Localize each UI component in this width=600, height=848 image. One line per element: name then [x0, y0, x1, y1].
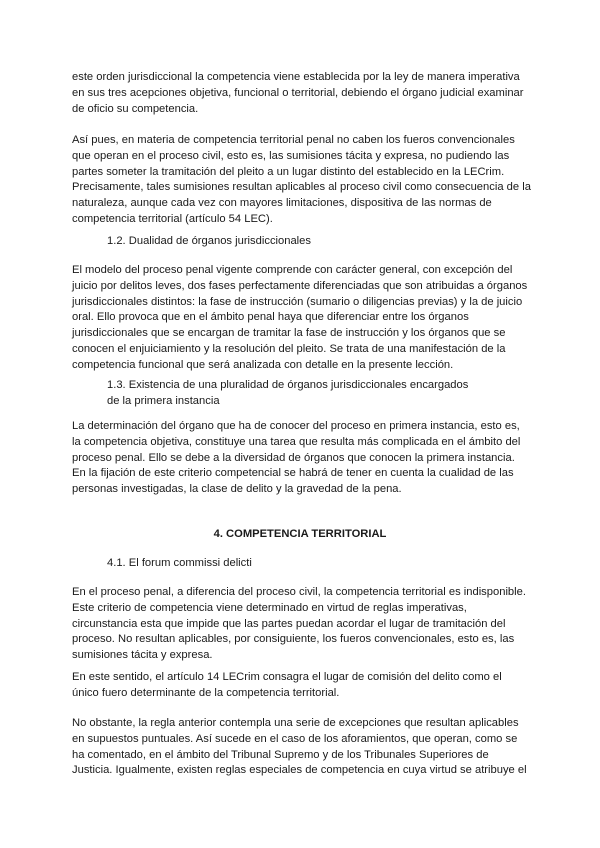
text-line: competencia funcional que será analizada con detalle en la presente lección.	[72, 358, 454, 371]
text-line: Este criterio de competencia viene determinado en virtud de reglas imperativas,	[72, 601, 467, 614]
text-line: partes someter la tramitación del pleito a un lugar distinto del establecido en la LECrim.	[72, 165, 505, 178]
text-line: proceso. No resultan aplicables, por consiguiente, los fueros convencionales, esto es, las	[72, 633, 515, 646]
text-line: conocen el enjuiciamiento y la resolución del pleito. Se trata de una manifestación de la	[72, 342, 506, 355]
paragraph-competencia-indisponible	[72, 585, 532, 664]
text-line: jurisdiccionales distintos: la fase de instrucción (sumario o diligencias previas) y la de juicio	[72, 295, 523, 308]
heading-4-1: 4.1. El forum commissi delicti	[107, 557, 252, 569]
text-line: en sus tres acepciones objetiva, funcional o territorial, debiendo el órgano judicial examinar	[72, 86, 524, 99]
heading-1-2: 1.2. Dualidad de órganos jurisdiccionales	[107, 235, 311, 247]
text-line: oral. Ello provoca que en el ámbito penal haya que diferenciar entre los órganos	[72, 311, 469, 324]
text-line: la competencia objetiva, constituye una tarea que resulta más complicada en el ámbito del	[72, 435, 521, 448]
text-line: 1.3. Existencia de una pluralidad de órganos jurisdiccionales encargados	[107, 379, 469, 391]
paragraph-jurisdiccion-oficio	[72, 70, 532, 117]
paragraph-excepciones	[72, 716, 532, 779]
text-line: sumisiones tácita y expresa.	[72, 649, 213, 662]
text-line: Precisamente, tales sumisiones resultan aplicables al proceso civil como consecuencia de la	[72, 181, 531, 194]
paragraph-articulo-14	[72, 670, 532, 702]
text-line: circunstancia esta que impide que las partes puedan acordar el lugar de tramitación del	[72, 617, 506, 630]
paragraph-modelo-proceso-penal	[72, 263, 532, 374]
text-line: que operan en el proceso civil, esto es, las sumisiones tácita y expresa, no pudiendo las	[72, 149, 510, 162]
text-line: personas investigadas, la clase de delito y la gravedad de la pena.	[72, 483, 402, 496]
text-line: En este sentido, el artículo 14 LECrim consagra el lugar de comisión del delito como el	[72, 671, 502, 683]
text-line: ha comentado, en el ámbito del Tribunal Supremo y de los Tribunales Superiores de	[72, 748, 489, 761]
section-title-competencia-territorial: 4. COMPETENCIA TERRITORIAL	[213, 528, 387, 540]
text-line: proceso penal. Ello se debe a la diversidad de órganos que conocen la primera instancia.	[72, 451, 515, 464]
text-line: El modelo del proceso penal vigente comprende con carácter general, con excepción del	[72, 264, 513, 276]
paragraph-fueros-convencionales	[72, 133, 532, 228]
text-line: naturaleza, aunque cada vez con mayores limitaciones, dispositiva de las normas de	[72, 197, 492, 210]
text-line: Justicia. Igualmente, existen reglas especiales de competencia en cuya virtud se atribuye el	[72, 764, 527, 777]
text-line: juicio por delitos leves, dos fases perfectamente diferenciadas que son atribuidas a órganos	[72, 279, 528, 292]
text-line: La determinación del órgano que ha de conocer del proceso en primera instancia, esto es,	[72, 420, 520, 432]
text-line: En la fijación de este criterio competencial se habrá de tener en cuenta la cualidad de las	[72, 467, 514, 480]
text-line: competencia territorial (artículo 54 LEC).	[72, 212, 273, 225]
text-line: de oficio su competencia.	[72, 102, 199, 115]
text-line: jurisdiccionales que se encargan de tramitar la fase de instrucción y los órganos que se	[72, 327, 506, 340]
paragraph-competencia-objetiva	[72, 419, 532, 498]
text-line: único fuero determinante de la competencia territorial.	[72, 686, 340, 699]
text-line: En el proceso penal, a diferencia del proceso civil, la competencia territorial es indisponible.	[72, 586, 526, 598]
text-line: en supuestos puntuales. Así sucede en el caso de los aforamientos, que operan, como se	[72, 732, 518, 745]
heading-1-3	[107, 378, 527, 410]
text-line: No obstante, la regla anterior contempla una serie de excepciones que resultan aplicables	[72, 717, 519, 729]
text-line: este orden jurisdiccional la competencia viene establecida por la ley de manera imperativa	[72, 71, 520, 83]
text-line: Así pues, en materia de competencia territorial penal no caben los fueros convencionales	[72, 134, 515, 146]
text-line: de la primera instancia	[107, 394, 220, 407]
